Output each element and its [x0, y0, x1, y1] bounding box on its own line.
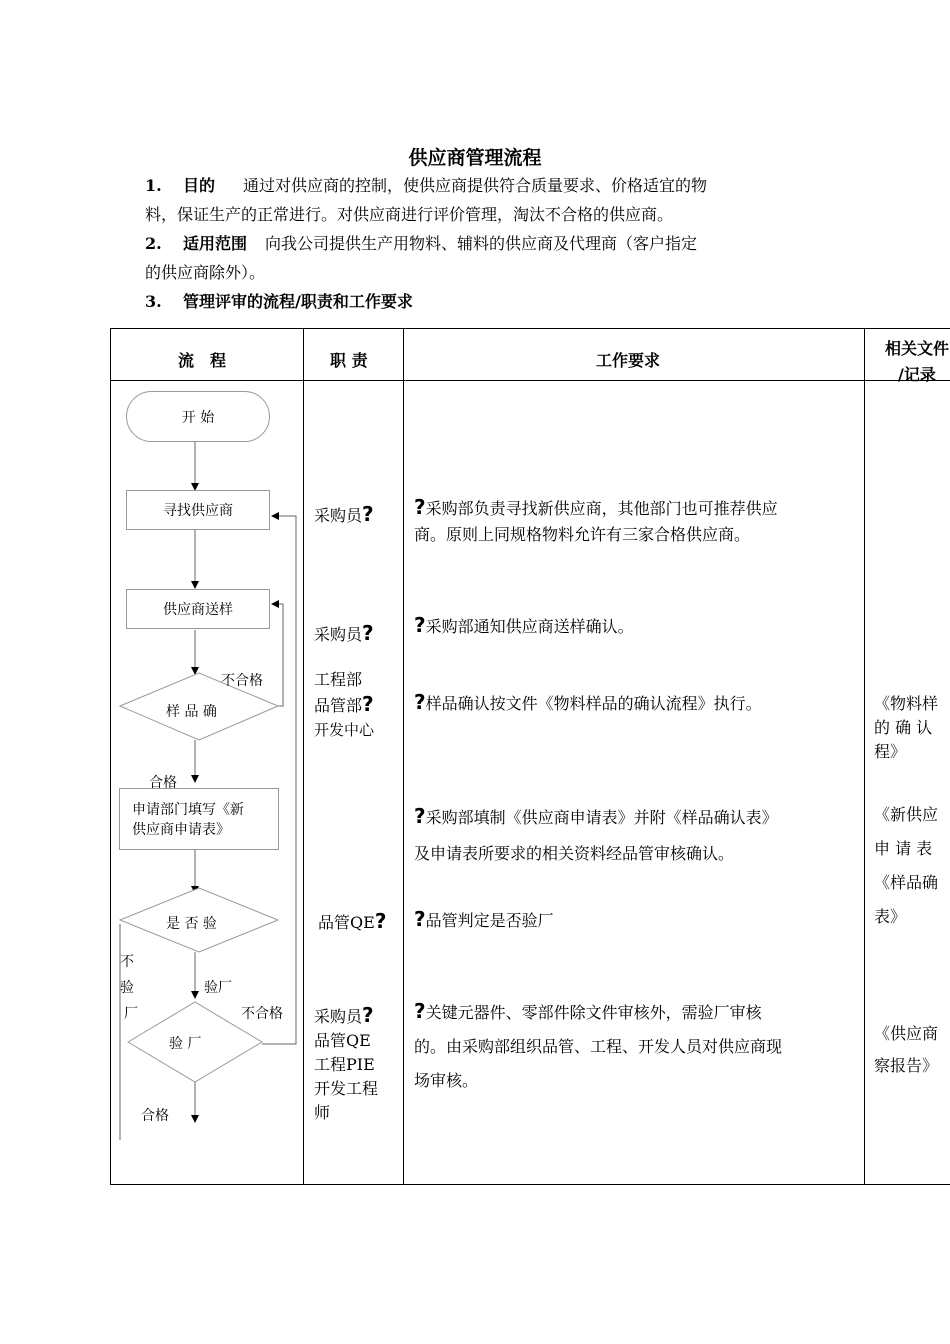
- doc-text: 察报告》: [874, 1056, 939, 1075]
- mark-icon: ?: [414, 907, 426, 931]
- section-number: 2.: [145, 234, 162, 253]
- mark-icon: ?: [362, 621, 374, 645]
- req-text: 样品确认按文件《物料样品的确认流程》执行。: [425, 694, 762, 713]
- flow-supplier-sample-box: 供应商送样: [126, 589, 270, 629]
- duty-row-5: [318, 908, 386, 936]
- doc-row-4: [874, 798, 938, 934]
- section-1-cont: 料，保证生产的正常进行。对供应商进行评价管理，淘汰不合格的供应商。: [145, 205, 674, 224]
- doc-text: 表》: [874, 907, 907, 926]
- duty-text: 采购员: [314, 506, 363, 525]
- req-row-3: [414, 689, 762, 717]
- section-text: 向我公司提供生产用物料、辅料的供应商及代理商（客户指定: [265, 234, 698, 253]
- mark-icon: ?: [362, 502, 374, 526]
- duty-text: 品管QE: [318, 913, 375, 932]
- req-text: 商。原则上同规格物料允许有三家合格供应商。: [414, 525, 751, 544]
- mark-icon: ?: [414, 690, 426, 714]
- flow-apply-box: [119, 788, 279, 850]
- header-duty: 职 责: [330, 351, 368, 370]
- duty-text: 开发中心: [314, 721, 375, 739]
- doc-row-6: [874, 1018, 938, 1082]
- page-title: 供应商管理流程: [408, 147, 542, 169]
- duty-text: 采购员: [314, 1007, 363, 1026]
- duty-row-1: [314, 501, 374, 529]
- flow-no-audit-1: 不: [120, 954, 134, 970]
- flow-apply-line1: 申请部门填写《新: [132, 802, 244, 818]
- flow-confirm-label: 样 品 确: [166, 704, 217, 720]
- req-row-6: [414, 994, 782, 1098]
- mark-icon: ?: [414, 999, 426, 1023]
- flow-pass-label: 合格: [149, 775, 177, 791]
- section-number: 1.: [145, 176, 162, 195]
- mark-icon: ?: [414, 804, 426, 828]
- req-text: 的。由采购部组织品管、工程、开发人员对供应商现: [414, 1037, 783, 1056]
- doc-text: 《新供应: [874, 805, 939, 824]
- header-docs: 相关文件: [885, 339, 950, 358]
- header-docs-2: /记录: [898, 365, 936, 384]
- req-text: 采购部负责寻找新供应商，其他部门也可推荐供应: [425, 499, 778, 518]
- mark-icon: ?: [362, 1003, 374, 1027]
- req-row-5: [414, 906, 554, 934]
- flow-fail-label: 不合格: [221, 673, 263, 689]
- flow-fail-label-2: 不合格: [241, 1006, 283, 1022]
- mark-icon: ?: [362, 692, 374, 716]
- section-heading: 适用范围: [183, 234, 248, 253]
- header-flow: 流 程: [178, 351, 227, 370]
- duty-text: 采购员: [314, 625, 363, 644]
- flow-start-terminal: 开 始: [126, 391, 270, 442]
- header-requirements: 工作要求: [596, 351, 661, 370]
- flow-audit-question-label: 是 否 验: [166, 916, 217, 932]
- mark-icon: ?: [414, 613, 426, 637]
- req-text: 采购部通知供应商送样确认。: [425, 617, 634, 636]
- flow-no-audit-3: 厂: [124, 1006, 138, 1022]
- flow-audit-yes-label: 验厂: [204, 980, 232, 996]
- doc-text: 程》: [874, 742, 907, 761]
- req-text: 采购部填制《供应商申请表》并附《样品确认表》: [425, 808, 778, 827]
- flow-find-supplier-box: 寻找供应商: [126, 490, 270, 530]
- section-2-cont: 的供应商除外）。: [145, 263, 266, 282]
- duty-row-3: [314, 668, 374, 742]
- duty-text: 工程部: [314, 670, 363, 689]
- section-text: 通过对供应商的控制，使供应商提供符合质量要求、价格适宜的物: [243, 176, 708, 195]
- doc-text: 《物料样: [874, 694, 939, 713]
- duty-text: 品管QE: [314, 1031, 371, 1050]
- doc-text: 的 确 认: [874, 718, 933, 737]
- loop-fail-sample: [272, 604, 283, 706]
- flow-audit-label: 验 厂: [169, 1036, 202, 1052]
- flow-pass-label-2: 合格: [141, 1108, 169, 1124]
- duty-text: 品管部: [314, 696, 363, 715]
- doc-row-3: [874, 692, 938, 764]
- duty-text: 师: [314, 1103, 331, 1122]
- flow-no-audit-2: 验: [120, 980, 134, 996]
- req-row-4: [414, 798, 778, 872]
- doc-text: 《样品确: [874, 873, 939, 892]
- req-text: 场审核。: [414, 1071, 479, 1090]
- section-number: 3.: [145, 292, 162, 311]
- doc-text: 申 请 表: [874, 839, 933, 858]
- mark-icon: ?: [414, 495, 426, 519]
- section-heading: 管理评审的流程/职责和工作要求: [183, 292, 413, 311]
- req-row-2: [414, 612, 634, 640]
- duty-text: 工程PIE: [314, 1055, 375, 1074]
- duty-row-6: [314, 1003, 378, 1125]
- duty-text: 开发工程: [314, 1079, 379, 1098]
- req-row-1: [414, 494, 778, 548]
- flow-apply-line2: 供应商申请表》: [132, 822, 230, 838]
- req-text: 品管判定是否验厂: [425, 911, 554, 930]
- req-text: 及申请表所要求的相关资料经品管审核确认。: [414, 844, 735, 863]
- mark-icon: ?: [374, 909, 387, 933]
- duty-row-2: [314, 620, 374, 648]
- req-text: 关键元器件、零部件除文件审核外，需验厂审核: [425, 1003, 762, 1022]
- doc-text: 《供应商: [874, 1024, 939, 1043]
- section-heading: 目的: [183, 176, 216, 195]
